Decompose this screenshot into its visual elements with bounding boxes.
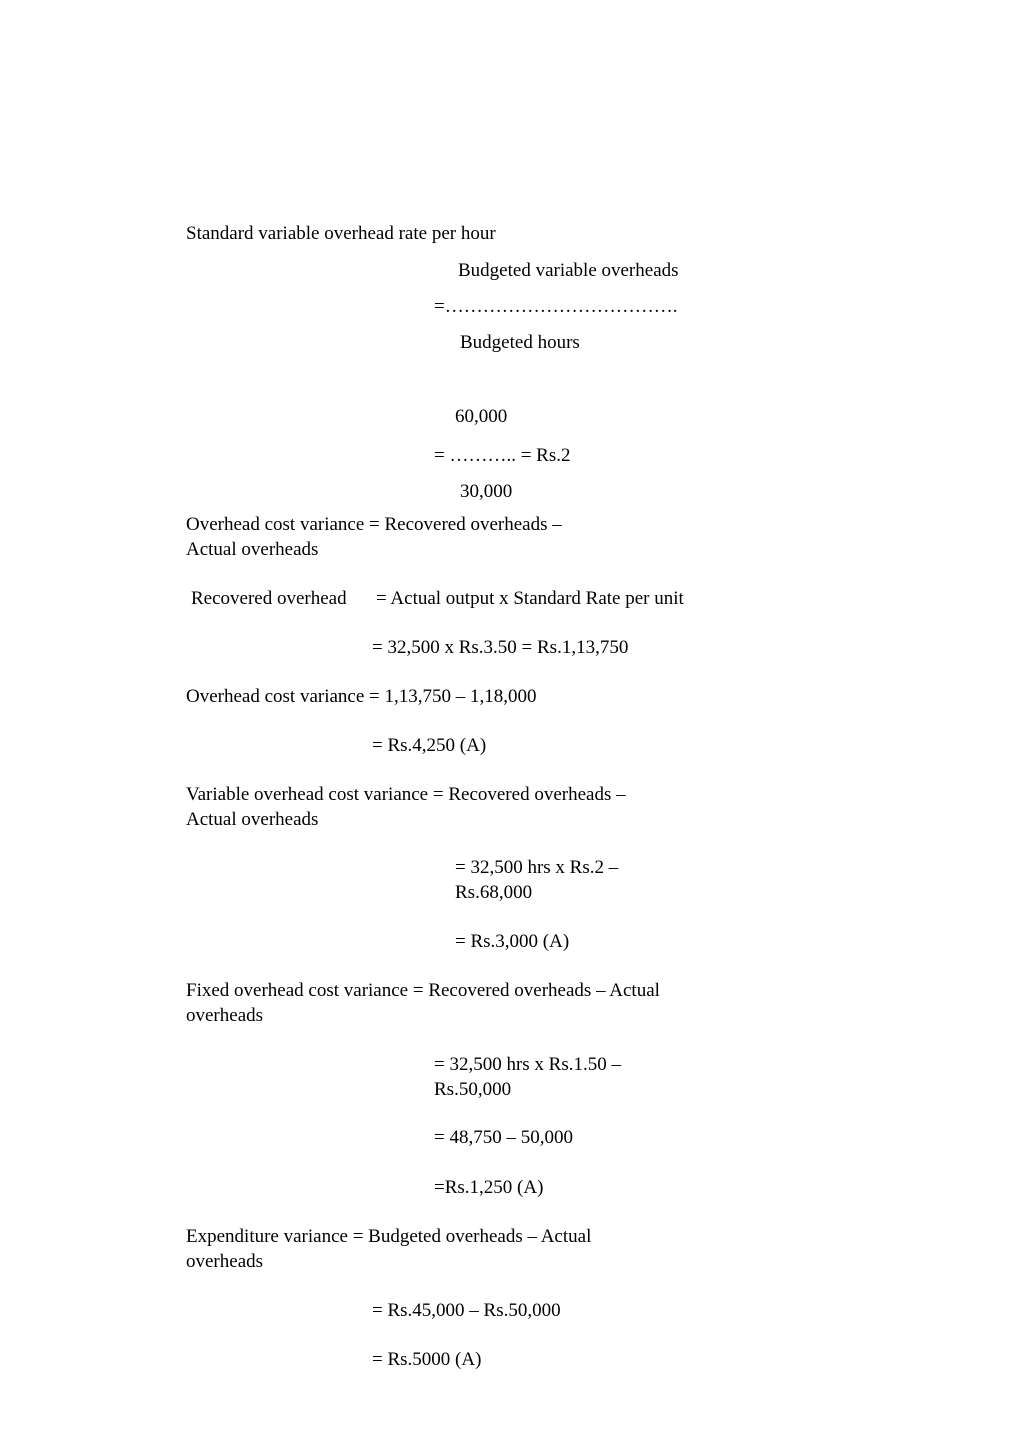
overhead-variance-result: = Rs.4,250 (A)	[372, 735, 487, 756]
std-rate-value-line: = ……….. = Rs.2	[434, 445, 571, 466]
overhead-variance-calc: Overhead cost variance = 1,13,750 – 1,18,000	[186, 686, 537, 707]
recovered-overhead-formula: = Actual output x Standard Rate per unit	[376, 588, 684, 609]
expenditure-formula: Expenditure variance = Budgeted overheads – Actual overheads	[186, 1226, 592, 1272]
fixed-overhead-result: =Rs.1,250 (A)	[434, 1177, 544, 1198]
recovered-overhead-calc: = 32,500 x Rs.3.50 = Rs.1,13,750	[372, 637, 629, 658]
variable-overhead-calc: = 32,500 hrs x Rs.2 – Rs.68,000	[455, 857, 619, 903]
recovered-overhead-label: Recovered overhead	[191, 588, 347, 609]
std-rate-denominator-value: 30,000	[460, 481, 513, 502]
std-rate-fraction-line: =……………………………….	[434, 296, 678, 317]
std-rate-denominator-text: Budgeted hours	[460, 332, 580, 353]
std-rate-numerator-text: Budgeted variable overheads	[458, 260, 679, 281]
std-rate-heading: Standard variable overhead rate per hour	[186, 223, 496, 244]
expenditure-result: = Rs.5000 (A)	[372, 1349, 482, 1370]
overhead-cost-variance-formula: Overhead cost variance = Recovered overheads – Actual overheads	[186, 514, 562, 560]
expenditure-calc: = Rs.45,000 – Rs.50,000	[372, 1300, 561, 1321]
std-rate-numerator-value: 60,000	[455, 406, 508, 427]
variable-overhead-result: = Rs.3,000 (A)	[455, 931, 570, 952]
fixed-overhead-calc2: = 48,750 – 50,000	[434, 1127, 573, 1148]
fixed-overhead-calc: = 32,500 hrs x Rs.1.50 – Rs.50,000	[434, 1054, 622, 1100]
variable-overhead-formula: Variable overhead cost variance = Recovered overheads – Actual overheads	[186, 784, 626, 830]
fixed-overhead-formula: Fixed overhead cost variance = Recovered overheads – Actual overheads	[186, 980, 660, 1026]
